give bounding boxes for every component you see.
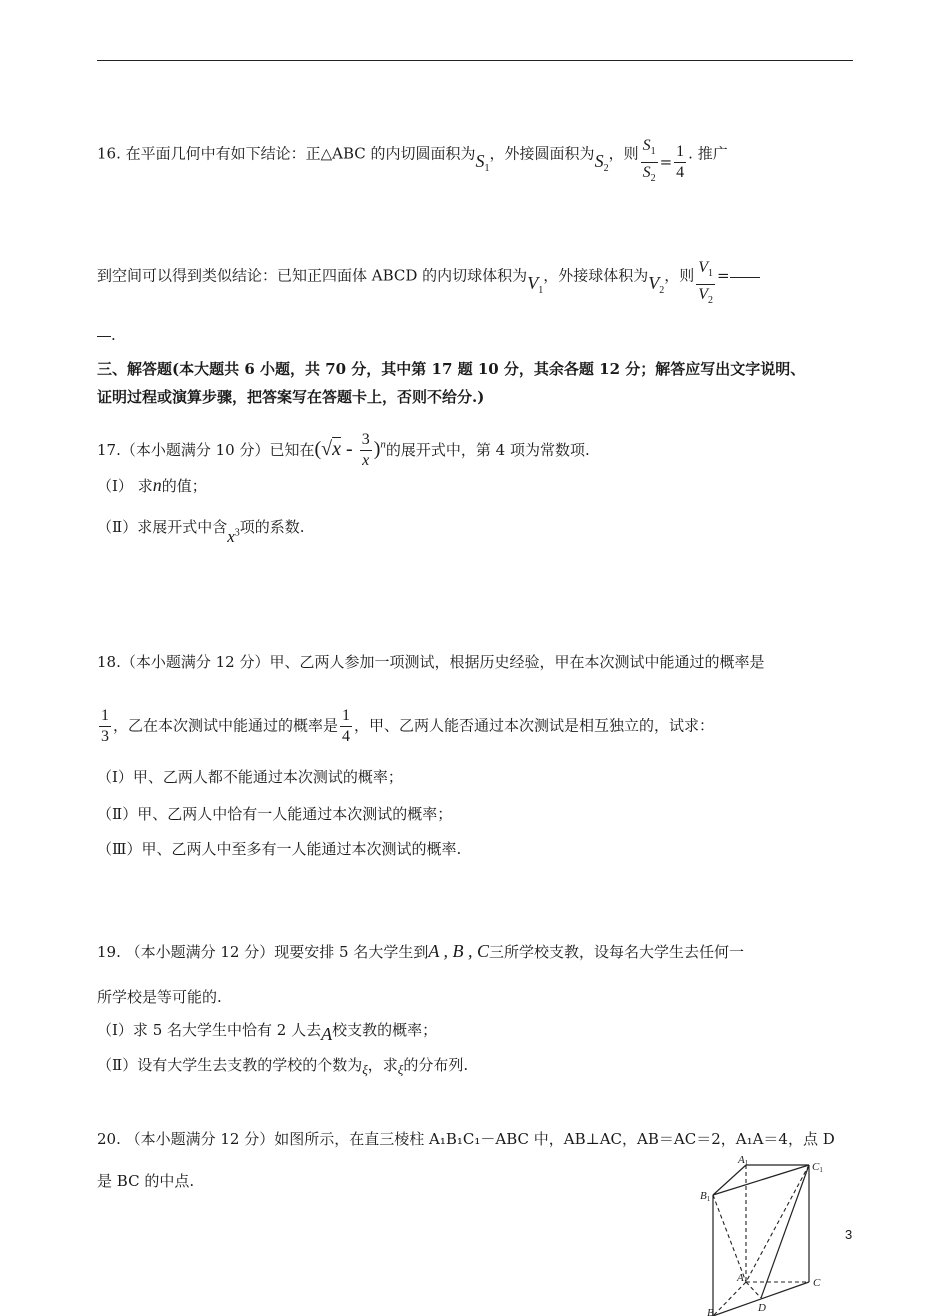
prism-figure — [696, 1150, 836, 1316]
q17-part2 — [97, 516, 305, 546]
q16-line1 — [97, 128, 728, 184]
q18-part3: （Ⅲ）甲、乙两人中至多有一人能通过本次测试的概率. — [97, 840, 462, 858]
v-ratio-fraction: $\frac{V_1}{V_2}$ — [698, 259, 713, 306]
q17-expression: (√x - $\frac{3}{x}$ )$^n$ — [314, 431, 386, 469]
q17-part1 — [97, 475, 207, 496]
label-b1: B1 — [700, 1190, 711, 1203]
q16-line2-text-b: ，外接球体积为 — [543, 266, 649, 285]
q19-line2: 所学校是等可能的. — [97, 988, 222, 1006]
label-d: D — [758, 1302, 766, 1314]
edge-a1b1 — [713, 1165, 746, 1195]
label-a1: A1 — [738, 1154, 749, 1167]
xi-symbol: ξ — [362, 1062, 368, 1077]
q16-text-c: ，则 — [608, 144, 639, 163]
top-rule — [97, 60, 853, 61]
q19-stem-text-a: 19. （本小题满分 12 分）现要安排 5 名大学生到 — [97, 943, 429, 961]
q19-stem — [97, 941, 744, 962]
segment-b1a-hidden — [713, 1195, 746, 1282]
q19-part1-text-b: 校支教的概率； — [332, 1021, 438, 1039]
q16-period: . — [111, 326, 116, 344]
q19-part1 — [97, 1019, 438, 1044]
q17-stem-text-b: 的展开式中，第 4 项为常数项. — [385, 441, 590, 460]
q19-stem-text-b: 三所学校支教，设每名大学生去任何一 — [489, 943, 745, 961]
q17-part1-text-a: （Ⅰ） 求 — [97, 477, 153, 495]
q18-line2-text-a: ，乙在本次测试中能通过的概率是 — [113, 716, 339, 735]
schools-abc: A , B , C — [428, 941, 489, 961]
q19-part1-text-a: （Ⅰ）求 5 名大学生中恰有 2 人去 — [97, 1021, 322, 1039]
q18-part2: （Ⅱ）甲、乙两人中恰有一人能通过本次测试的概率； — [97, 805, 453, 823]
q16-text-d: . 推广 — [688, 144, 728, 163]
q20-line1: 20. （本小题满分 12 分）如图所示，在直三棱柱 A₁B₁C₁－ABC 中，AB⊥AC，AB＝AC＝2，A₁A＝4，点 D — [97, 1130, 835, 1148]
segment-ad-hidden — [746, 1282, 761, 1298]
q16-text-b: ，外接圆面积为 — [489, 144, 595, 163]
q17-part2-text-b: 项的系数. — [239, 518, 305, 536]
q19-part2-text-c: 的分布列. — [403, 1056, 469, 1074]
q17-stem-text-a: 17.（本小题满分 10 分）已知在 — [97, 441, 315, 460]
q16-line2-text-a: 到空间可以得到类似结论：已知正四面体 ABCD 的内切球体积为 — [97, 266, 528, 285]
s1-symbol: $S_1$ — [475, 150, 490, 174]
label-a: A — [737, 1272, 744, 1284]
q18-line2 — [97, 706, 714, 747]
q16-line2 — [97, 250, 760, 306]
xi-symbol-2: ξ — [397, 1062, 404, 1077]
segment-c1a-hidden — [746, 1165, 809, 1282]
q17-part1-text-b: 的值； — [161, 477, 207, 495]
q16-line3 — [97, 326, 116, 344]
label-b: B — [707, 1307, 714, 1316]
label-c: C — [813, 1277, 821, 1289]
edge-ab-hidden — [713, 1282, 746, 1316]
answer-blank-cont — [97, 335, 111, 337]
segment-c1d — [761, 1165, 809, 1298]
quarter-fraction: $\frac{1}{4}$ — [676, 143, 685, 181]
p-one-third-fraction: $\frac{1}{3}$ — [101, 707, 109, 745]
label-c1: C1 — [812, 1161, 823, 1174]
v1-symbol: $V_1$ — [527, 272, 544, 296]
q19-part2 — [97, 1054, 468, 1075]
q16-line2-text-c: ，则 — [664, 266, 695, 285]
q17-stem — [97, 430, 590, 471]
school-a-symbol: A — [321, 1024, 333, 1044]
edge-b1c1 — [713, 1165, 809, 1195]
q18-part1: （Ⅰ）甲、乙两人都不能通过本次测试的概率； — [97, 768, 403, 786]
q18-line2-text-b: ，甲、乙两人能否通过本次测试是相互独立的，试求： — [354, 716, 715, 735]
q16-equals: = — [717, 266, 730, 285]
x-cubed-symbol: $x^3$ — [227, 527, 240, 546]
q16-text-a: 16. 在平面几何中有如下结论：正△ABC 的内切圆面积为 — [97, 144, 476, 163]
q17-part2-text-a: （Ⅱ）求展开式中含 — [97, 518, 228, 536]
q19-part2-text-a: （Ⅱ）设有大学生去支教的学校的个数为 — [97, 1056, 363, 1074]
answer-blank — [730, 276, 760, 278]
page-number: 3 — [845, 1227, 853, 1242]
section3-line2: 证明过程或演算步骤，把答案写在答题卡上，否则不给分.) — [97, 388, 485, 406]
s2-symbol: $S_2$ — [594, 150, 609, 174]
q18-stem: 18.（本小题满分 12 分）甲、乙两人参加一项测试，根据历史经验，甲在本次测试中能通过的概率是 — [97, 653, 765, 671]
equals-sign: = — [659, 152, 673, 171]
v2-symbol: $V_2$ — [648, 272, 665, 296]
n-symbol: n — [152, 475, 162, 495]
q20-line2: 是 BC 的中点. — [97, 1172, 195, 1190]
section3-line1: 三、解答题(本大题共 6 小题，共 70 分，其中第 17 题 10 分，其余各题 12 分；解答应写出文字说明、 — [97, 360, 806, 378]
s-ratio-fraction: $\frac{S_1}{S_2}$ — [642, 137, 656, 184]
p-one-quarter-fraction: $\frac{1}{4}$ — [342, 707, 351, 745]
q19-part2-text-b: ，求 — [367, 1056, 398, 1074]
